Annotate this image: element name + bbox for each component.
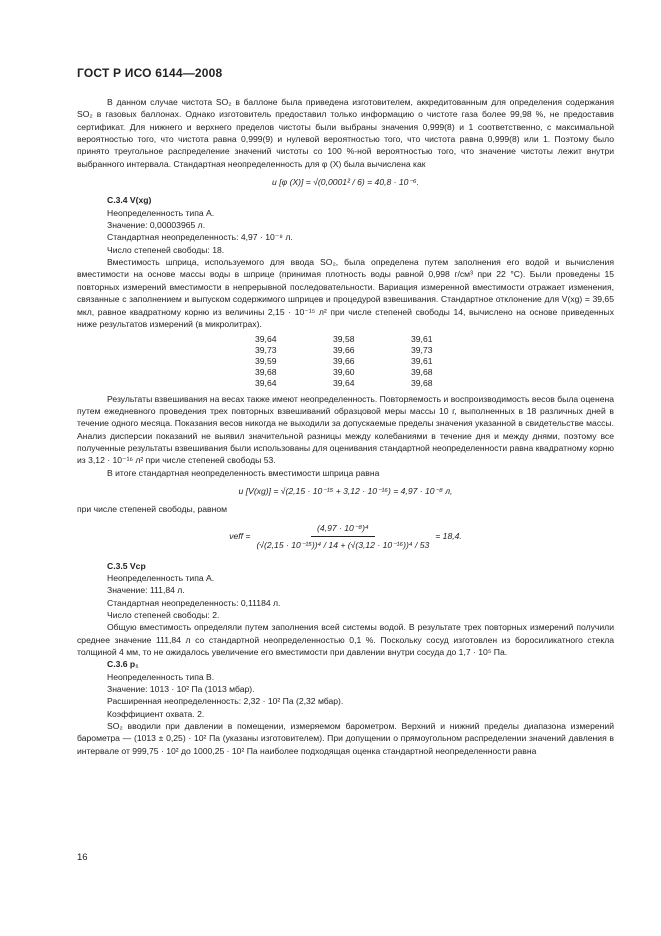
measurement-table: [255, 334, 489, 389]
c35-value: Значение: 111,84 л.: [107, 585, 185, 596]
veff-numerator: (4,97 · 10⁻⁸)⁴: [311, 522, 375, 537]
table-cell: 39,64: [255, 377, 277, 388]
table-cell: 39,61: [411, 334, 433, 345]
paragraph-weighing: Результаты взвешивания на весах также имеют неопределенность. Повторяемость и воспроизводимость весов была оценена путем ежедневного проведения трех повторных взвешиваний образцовой меры массы 10 г, выполненных в 18 различных дней в течение одного месяца. Показания весов никогда не выходили за допускаемые пределы значения указанной в свидетельстве массы. Анализ дисперсии показаний не выявил значительной разницы между колебаниями в течение дня и между днями, поэтому все полученные результаты взвешивания были использованы для оценивания стандартной неопределенности равна квадратному корню из 3,12 · 10⁻¹⁶ л² при числе степеней свободы 53.: [77, 393, 614, 466]
table-row: [255, 367, 489, 378]
table-cell: 39,68: [255, 366, 277, 377]
c36-value: Значение: 1013 · 10² Па (1013 мбар).: [107, 683, 255, 694]
table-cell: 39,64: [255, 334, 277, 345]
c34-dof: Число степеней свободы: 18.: [107, 244, 225, 255]
c36-expanded-uncertainty: Расширенная неопределенность: 2,32 · 10² Па (2,32 мбар).: [107, 696, 344, 707]
veff-lhs: νeff =: [229, 531, 251, 542]
paragraph-barometer: SO₂ вводили при давлении в помещении, измеряемом барометром. Верхний и нижний пределы диапазона измерений барометра — (1013 ± 0,25) · 10² Па (указаны изготовителем). При допущении о прямоугольном распределении значений давления в интервале от 999,75 · 10² до 1000,25 · 10² Па наиболее подходящая оценка стандартной неопределенности равна: [77, 720, 614, 756]
page-header-title: ГОСТ Р ИСО 6144—2008: [77, 66, 223, 80]
c34-std-uncertainty: Стандартная неопределенность: 4,97 · 10⁻⁸ л.: [107, 232, 293, 243]
table-row: [255, 345, 489, 356]
paragraph-dof-intro: при числе степеней свободы, равном: [77, 504, 228, 515]
c34-value: Значение: 0,00003965 л.: [107, 220, 206, 231]
c36-type: Неопределенность типа В.: [107, 671, 215, 682]
c35-dof: Число степеней свободы: 2.: [107, 609, 220, 620]
table-cell: 39,60: [333, 366, 355, 377]
formula-syringe-uncertainty: u [V(xg)] = √(2,15 · 10⁻¹⁵ + 3,12 · 10⁻¹⁶) = 4,97 · 10⁻⁸ л,: [238, 486, 453, 497]
section-c36-heading: С.3.6 p₁: [107, 659, 139, 670]
paragraph-total-volume: Общую вместимость определяли путем заполнения всей системы водой. В результате трех повторных измерений получили среднее значение 111,84 л со стандартной неопределенностью 0,1 %. Поскольку сосуд изготовлен из боросиликатного стекла толщиной 4 мм, то не ожидалось увеличение его вместимости при давлении внутри сосуда до 1,7 · 10⁵ Па.: [77, 622, 614, 657]
page-number: 16: [77, 852, 88, 863]
table-cell: 39,61: [411, 356, 433, 366]
table-cell: 39,68: [411, 366, 433, 377]
veff-fraction: [256, 522, 429, 552]
c34-type: Неопределенность типа А.: [107, 207, 215, 218]
paragraph-syringe-total: В итоге стандартная неопределенность вместимости шприца равна: [107, 467, 380, 478]
table-row: [255, 356, 489, 367]
table-cell: 39,66: [333, 345, 355, 356]
table-row: [255, 334, 489, 345]
c36-coverage: Коэффициент охвата. 2.: [107, 708, 205, 719]
section-c34-heading: С.3.4 V(xg): [107, 195, 152, 206]
table-cell: 39,58: [333, 334, 355, 345]
c35-type: Неопределенность типа А.: [107, 572, 215, 583]
table-cell: 39,73: [411, 345, 433, 356]
table-cell: 39,59: [255, 356, 277, 366]
formula-veff: [77, 522, 614, 552]
veff-rhs: = 18,4.: [435, 531, 462, 542]
table-cell: 39,73: [255, 345, 277, 356]
table-row: [255, 378, 489, 389]
paragraph-purity: В данном случае чистота SO₂ в баллоне была приведена изготовителем, аккредитованным для определения содержания SO₂ в газовых баллонах. Однако изготовитель предоставил только информацию о чистоте газа более 99,98 %, не предоставив сертификат. Для нижнего и верхнего пределов чистоты были выбраны значения 0,999(8) и 1 соответственно, с максимальной вероятностью того, что чистота равна 0,999(9) и нулевой вероятностью того, что чистота равна 0,999(8) или 1. Поэтому было принято треугольное распределение значений чистоты со 100 %-ной вероятностью того, что значение чистоты лежит внутри выбранного интервала. Стандартная неопределенность для φ (X) была вычислена как: [77, 97, 614, 169]
section-c35-heading: С.3.5 Vср: [107, 560, 146, 571]
c35-std-uncertainty: Стандартная неопределенность: 0,11184 л.: [107, 597, 281, 608]
formula-purity-uncertainty: u [φ (X)] = √(0,0001² / 6) = 40,8 · 10⁻⁶.: [272, 177, 419, 188]
paragraph-syringe-volume: Вместимость шприца, используемого для ввода SO₂, была определена путем заполнения его водой и вычисления вместимости на основе массы воды в шприце (принимая плотность воды равной 0,998 г/см³ при 22 °С). Были проведены 15 повторных измерений вместимости в непрерывной последовательности. Вариация измеренной вместимости отражает изменения, связанные с заполнением и выпуском содержимого шприцев и процедурой взвешивания. Стандартное отклонение для V(xg) = 39,65 мкл, равное квадратному корню из величины 2,15 · 10⁻¹⁵ л² при числе степеней свободы 14, вычислено на основе приведенных ниже результатов измерений (в микролитрах).: [77, 257, 614, 329]
document-body: [77, 96, 614, 757]
veff-denominator: (√(2,15 · 10⁻¹⁵))⁴ / 14 + (√(3,12 · 10⁻¹⁶))⁴ / 53: [256, 540, 430, 551]
table-cell: 39,66: [333, 356, 355, 366]
table-cell: 39,64: [333, 377, 355, 388]
table-cell: 39,68: [411, 377, 433, 388]
